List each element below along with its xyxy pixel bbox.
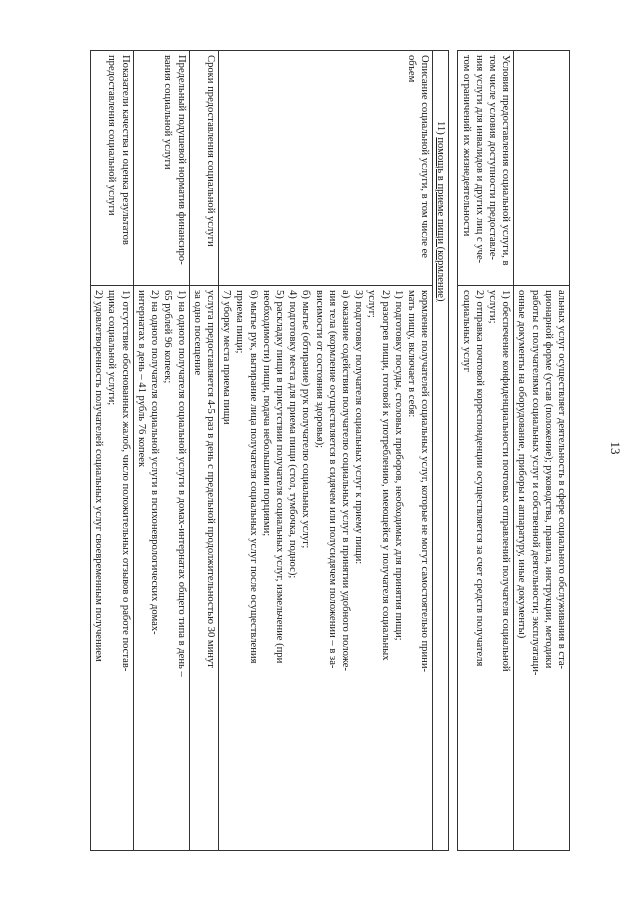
- row-label-cell: [189, 51, 218, 286]
- row-value-line: социальных услуг: [460, 290, 472, 372]
- row-label-cell: [514, 51, 570, 286]
- table-row: [458, 51, 514, 851]
- row-value-line: 7) уборку места приема пищи: [221, 290, 233, 425]
- table-top-part: [458, 51, 570, 851]
- row-label-line: том ограничений их жизнедеятельности: [460, 55, 472, 237]
- table-row: [91, 51, 134, 851]
- services-table: [90, 50, 570, 851]
- row-value-line: услуга предоставляется 4-5 раз в день с предельной продолжительностью 30 минут: [204, 290, 216, 668]
- table-row: [133, 51, 189, 851]
- row-value-line: ционарной форме (устав (положение); руководства, правила, инструкции, методики: [542, 290, 554, 669]
- rotated-content: [60, 50, 570, 850]
- row-value-line: работы с получателями социальных услуг и собственной деятельности; эксплуатаци-: [529, 290, 541, 676]
- row-value-line: приема пищи;: [234, 290, 246, 354]
- row-label-line: объем: [405, 55, 417, 83]
- row-value-line: 6) мытье рук, вытирание лица получателя социальных услуг после осуществления: [247, 290, 259, 664]
- row-value-line: 1) обеспечение конфиденциальности почтовых отправлений получателя социальной: [500, 290, 512, 672]
- row-value-line: 65 рублей 96 копеек;: [162, 290, 174, 384]
- row-label-line: Описание социальной услуги, в том числе ее: [419, 55, 431, 258]
- row-value-line: 2) на одного получателя социальной услуги в психоневрологических домах-: [149, 290, 161, 635]
- table-body: [91, 51, 433, 851]
- row-value-line: интернатах в день – 41 рубль 76 копеек: [135, 290, 147, 468]
- row-value-line: 2) разогрев пищи, готовой к употреблению, имеющейся у получателя социальных: [379, 290, 391, 661]
- row-value-line: 2) отправка почтовой корреспонденции осуществляется за счет средств получателя: [473, 290, 485, 667]
- row-label-cell: [458, 51, 514, 286]
- row-value-line: щика социальной услуги;: [106, 290, 118, 406]
- row-value-line: висимости от состояния здоровья);: [313, 290, 325, 449]
- row-label-line: том числе условия доступности предоставле-: [486, 55, 498, 261]
- row-label-line: [555, 55, 568, 281]
- table-gap: [449, 51, 458, 851]
- row-value-cell: [91, 286, 134, 851]
- row-value-cell: [189, 286, 218, 851]
- row-value-line: 3) подготовку получателя социальных услуг к приему пищи:: [353, 290, 365, 565]
- row-value-line: ния тела (кормление осуществляется в сидячем или полусидячем положении – в за-: [326, 290, 338, 669]
- row-value-line: 2) удовлетворенность получателей социальных услуг своевременным получением: [93, 290, 105, 662]
- row-label-line: Предельный подушевой норматив финансиро-: [175, 55, 187, 265]
- row-value-line: альных услуг осуществляет деятельность в сфере социального обслуживания в ста-: [556, 290, 567, 670]
- row-value-line: за одно посещение: [191, 290, 203, 376]
- row-value-line: 1) на одного получателя социальной услуги в домах-интернатах общего типа в день –: [175, 290, 187, 677]
- row-value-line: кормление получателей социальных услуг, которые не могут самостоятельно прини-: [419, 290, 431, 673]
- row-value-line: онные документы на оборудование, приборы и аппаратуру, иные документы): [516, 290, 528, 639]
- row-value-line: услуги;: [486, 290, 498, 324]
- row-label-line: предоставления социальной услуги: [106, 55, 118, 216]
- row-label-line: вания социальной услуги: [162, 55, 174, 170]
- section-heading-row: [433, 51, 449, 851]
- row-value-cell: [133, 286, 189, 851]
- page-number: 13: [608, 441, 623, 455]
- row-value-line: б) мытье (обтирание) рук получателю социальных услуг;: [300, 290, 312, 549]
- row-value-line: 4) подготовку места для приема пищи (стол, тумбочка, поднос);: [287, 290, 299, 579]
- section-heading: [433, 51, 449, 851]
- row-label-line: Условия предоставления социальной услуги, в: [500, 55, 512, 266]
- row-label-cell: [133, 51, 189, 286]
- row-label-line: Показатели качества и оценка результатов: [119, 55, 131, 245]
- row-value-line: услуг;: [366, 290, 378, 318]
- row-value-line: 1) подготовку посуды, столовых приборов, необходимых для принятия пищи;: [392, 290, 404, 641]
- row-label-line: Сроки предоставления социальной услуги: [204, 55, 216, 247]
- table-row: [218, 51, 432, 851]
- row-label-cell: [91, 51, 134, 286]
- row-value-line: необходимости) пищи, подача небольшими порциями;: [260, 290, 272, 537]
- row-label-cell: [218, 51, 432, 286]
- section-title: помощь в приеме пищи (кормление): [435, 137, 447, 302]
- row-label-line: ния услуги для инвалидов и других лиц с уче-: [473, 55, 485, 264]
- table-row: [514, 51, 570, 851]
- row-value-line: мать пищу, включает в себя:: [405, 290, 417, 418]
- table-row: [189, 51, 218, 851]
- row-value-line: 1) отсутствие обоснованных жалоб, число положительных отзывов о работе постав-: [119, 290, 131, 672]
- row-value-cell: [218, 286, 432, 851]
- row-value-line: а) оказание содействия получателю социальных услуг в принятии удобного положе-: [339, 290, 351, 672]
- row-value-line: 5) раскладку пищи в присутствии получателя социальных услуг, измельчение (при: [273, 290, 285, 664]
- section-number: 11): [435, 121, 447, 135]
- row-value-cell: [514, 286, 570, 851]
- row-value-cell: [458, 286, 514, 851]
- table-main-part: [433, 51, 449, 851]
